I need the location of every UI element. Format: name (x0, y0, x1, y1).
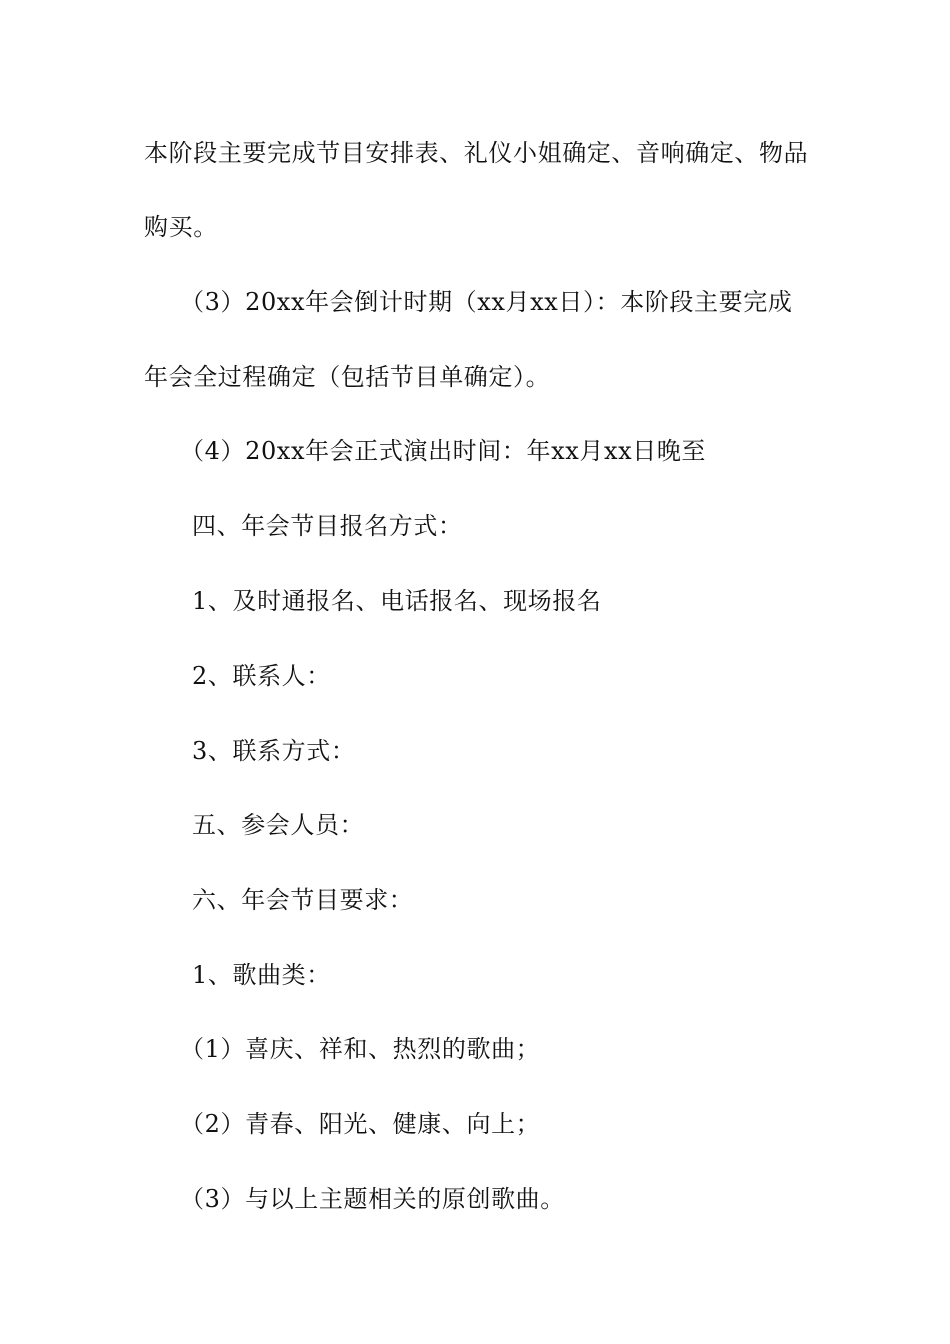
list-item: （3）20xx年会倒计时期（xx月xx日）：本阶段主要完成 (180, 288, 793, 316)
list-item: 2、联系人： (192, 662, 331, 690)
paragraph-line: 年会全过程确定（包括节目单确定）。 (144, 363, 551, 391)
section-heading: 四、年会节目报名方式： (192, 512, 463, 540)
paragraph-line: 购买。 (144, 213, 218, 241)
paragraph-line: 本阶段主要完成节目安排表、礼仪小姐确定、音响确定、物品 (144, 139, 809, 167)
section-heading: 六、年会节目要求： (192, 886, 414, 914)
list-item: （1）喜庆、祥和、热烈的歌曲； (180, 1035, 541, 1063)
list-item: 1、歌曲类： (192, 961, 331, 989)
section-heading: 五、参会人员： (192, 811, 365, 839)
list-item: 1、及时通报名、电话报名、现场报名 (192, 587, 602, 615)
list-item: （2）青春、阳光、健康、向上； (180, 1110, 541, 1138)
list-item: （4）20xx年会正式演出时间：年xx月xx日晚至 (180, 437, 707, 465)
list-item: （3）与以上主题相关的原创歌曲。 (180, 1185, 565, 1213)
list-item: 3、联系方式： (192, 737, 356, 765)
